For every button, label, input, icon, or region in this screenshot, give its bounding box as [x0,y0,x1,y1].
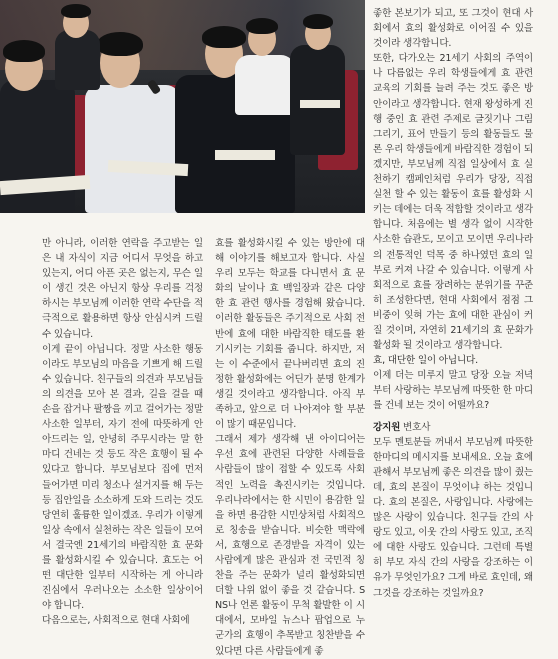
paper-sheet [215,150,275,160]
speaker-name: 강지원 [373,421,401,433]
paper-sheet [300,100,340,108]
paragraph: 그래서 제가 생각해 낸 아이디어는 우선 효에 관련된 다양한 사례들을 사람들이 많이 접할 수 있도록 사회적인 노력을 촉진시키는 것입니다. 우리나라에서는 한 시민이 용감한 일을 하면 용감한 시민상처럼 사회적으로 칭송을 받습니다. 비슷한 맥락에서, 효행으로 존경받을 자격이 있는 사람에게 많은 관심과 전 국민적 칭찬을 주는 문화가 널리 활성화되면 더할 나위 없이 좋을 것 같습니다. SNS나 언론 활동이 무척 활발한 이 시대에서, 모바일 뉴스나 팝업으로 누군가의 효행이 추목받고 칭찬받을 수 있다면 다른 사람들에게 좋 [215,434,365,657]
student-hair [303,14,333,29]
student-body [235,55,295,115]
paragraph: 효를 활성화시킬 수 있는 방안에 대해 이야기를 해보고자 합니다. 사실 우리 모두는 학교를 다니면서 효 문화의 날이나 효 백일장과 같은 다양한 효 관련 행사를 경험해 왔습니다. 이러한 활동들은 주기적으로 사회 전반에 효에 대한 바람직한 태도를 환기시키는 기회를 줍니다. 하지만, 저는 이 수준에서 끝나버리면 효의 진정한 활성화에는 어딘가 분명 한계가 생길 것이라고 생각합니다. 아직 부족하고, 앞으로 더 나아져야 할 부분이 많기 때문입니다. [215,238,365,431]
student-speaking-body [85,85,180,213]
paragraph: 만 아니라, 이러한 연락을 주고받는 일은 내 자식이 지금 어디서 무엇을 하고 있는지, 어디 아픈 곳은 없는지, 무슨 일이 생긴 것은 아닌지 항상 우리를 걱정하시는 부모님께 이러한 연락 수단을 적극적으로 활용하면 항상 안심시켜 드릴 수 있습니다. [42,238,203,340]
student-hair [202,26,246,48]
student-speaking-hair [97,32,143,56]
paragraph: 이제 더는 미루지 말고 당장 오늘 저녁부터 사랑하는 부모님께 따뜻한 한 마디를 건네 보는 것이 어떨까요? [373,370,533,412]
student-hair [246,18,278,34]
column-left [42,236,203,628]
paragraph: 좋한 본보기가 되고, 또 그것이 현대 사회에서 효의 활성화로 이어질 수 있을 것이라 생각합니다. [373,8,533,50]
paragraph: 또한, 다가오는 21세기 사회의 주역이나 다름없는 우리 학생들에게 효 관련 교육의 기회를 늘려 주는 것도 좋은 방안이라고 생각합니다. 현재 왕성하게 진행 중인 효 관련 주제로 글짓기나 그림 그리기, 표어 만들기 등의 활동들도 물론 우리 학생들에게 바람직한 경험이 되겠지만, 부모님께 직접 일상에서 효 실천하기 캠페인처럼 우리가 당장, 직접 실천 할 수 있는 활동이 효를 활성화 시키는 데에는 더욱 적합할 것이라고 생각합니다. 처음에는 별 생각 없이 시작한 사소한 습관도, 모이고 모이면 우리나라의 전통적인 덕목 중 하나였던 효의 일부로 커져 나갈 수 있습니다. 이렇게 사회적으로 효를 장려하는 분위기를 꾸준히 조성한다면, 현대 사회에서 점점 그 비중이 잊혀 가는 효에 대한 관심이 커질 것이며, 자연히 21세기의 효 문화가 활성화 될 것이라고 생각합니다. [373,53,533,352]
column-right [373,6,533,601]
student-body [55,30,100,90]
student-hair [61,4,91,18]
speaker-title: 변호사 [400,421,431,433]
classroom-photo [0,0,365,213]
speaker-heading [373,420,533,435]
paragraph: 다음으로는, 사회적으로 현대 사회에 [42,615,190,627]
student-hair [3,40,45,62]
paragraph: 효, 대단한 일이 아닙니다. [373,355,478,367]
paragraph: 이게 끝이 아닙니다. 정말 사소한 행동이라도 부모님의 마음을 기쁘게 해 드릴 수 있습니다. 친구들의 의견과 부모님들의 의견을 모아 본 결과, 길을 걸을 때 손을 잡거나 팔짱을 끼고 걸어가는 정말 사소한 일부터, 자기 전에 따뜻하게 안아드리는 일, 안녕히 주무시라는 말 한마디 건네는 것 등도 작은 효행이 될 수 있다고 합니다. 부모님보다 집에 먼저 들어가면 미리 청소나 설거지를 해 두는 등 집안일을 소소하게 도와 드리는 것도 당연히 훌륭한 일이겠죠. 우리가 이렇게 일상 속에서 실천하는 작은 일들이 모여서 결국엔 21세기의 바람직한 효 문화를 활성화시킬 수 있습니다. 효도는 어떤 대단한 일부터 시작하는 게 아니라 진심에서 우러나오는 소소한 일상이어야 합니다. [42,343,203,612]
column-middle [215,236,365,659]
speaker-paragraph: 모두 멘토분들 꺼내서 부모님께 따뜻한 한마디의 메시지를 보내세요. 오늘 효에 관해서 부모님께 좋은 의견을 많이 줬는데, 효의 본질이 무엇이냐 하는 것입니다. 효의 본질은, 사랑입니다. 사랑에는 많은 사랑이 있습니다. 친구들 간의 사랑도 있고, 이웃 간의 사랑도 있고, 조직에 대한 사랑도 있습니다. 그런데 특별히 부모 자식 간의 사랑을 강조하는 이유가 무엇인가요? 그게 바로 효인데, 왜 그것을 강조하는 것일까요? [373,436,533,599]
